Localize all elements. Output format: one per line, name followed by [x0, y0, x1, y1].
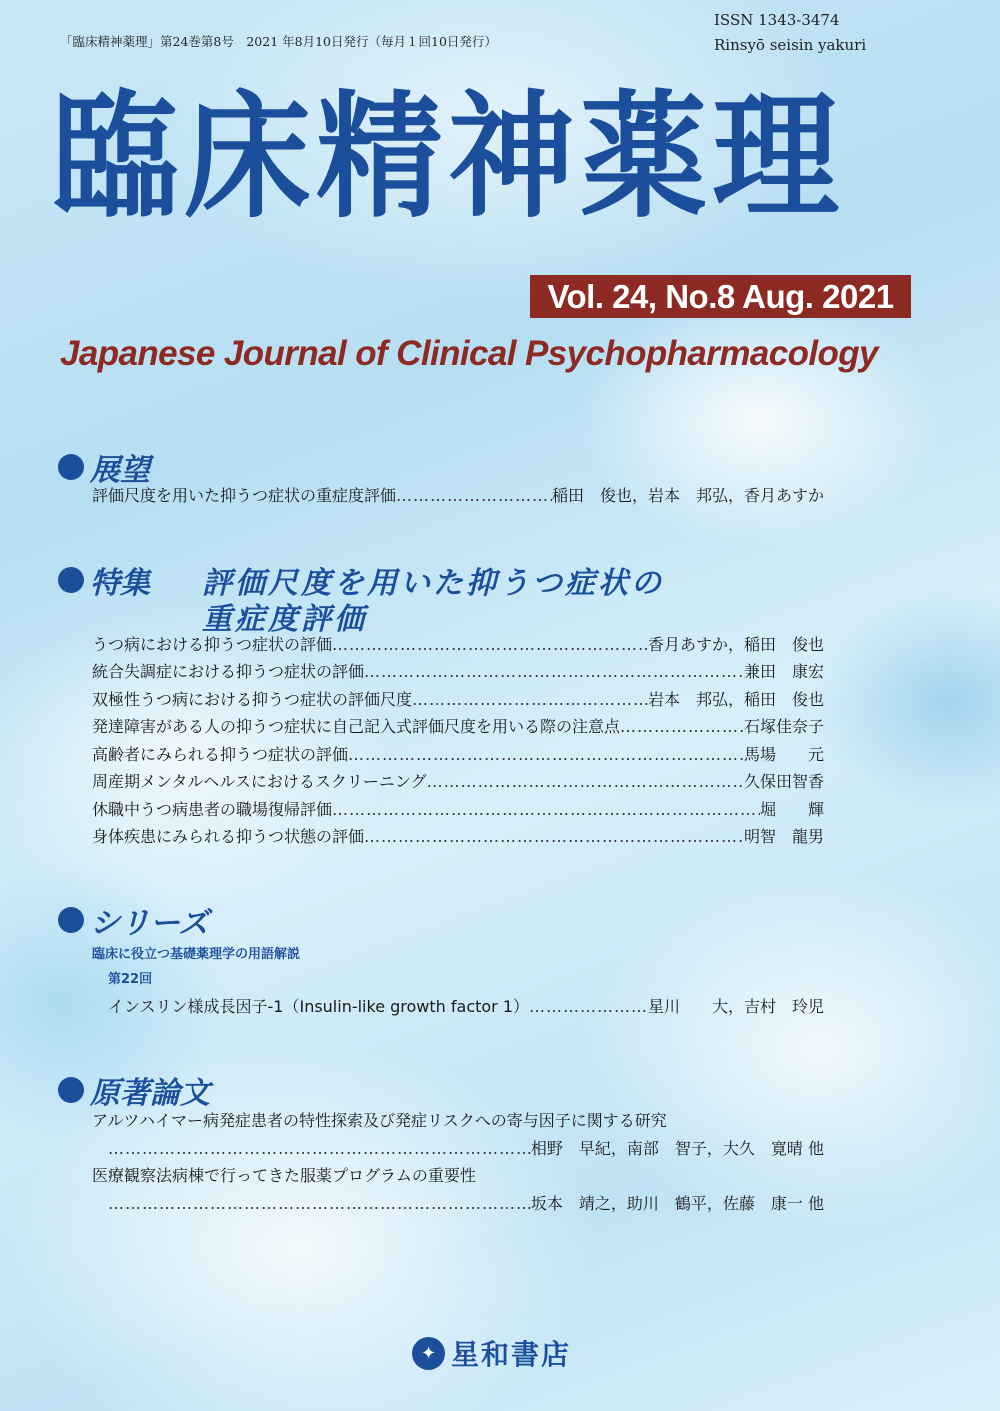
article-title: 評価尺度を用いた抑うつ症状の重症度評価: [92, 486, 397, 505]
publisher-logo-icon: ✦: [412, 1337, 445, 1370]
leader-dots: [427, 772, 744, 791]
bullet-icon: [58, 907, 84, 933]
leader-dots: [332, 800, 760, 819]
section-title: シリーズ: [90, 906, 209, 941]
toc-entry: [92, 769, 824, 793]
article-authors: 馬場 元: [743, 745, 824, 764]
leader-dots: [364, 827, 744, 846]
leader-dots: [108, 1139, 531, 1158]
article-authors: 相野 早紀，南部 智子，大久 寛晴 他: [530, 1139, 824, 1158]
article-title: 周産期メンタルヘルスにおけるスクリーニング: [92, 772, 427, 791]
journal-title: 臨床精神薬理: [52, 79, 845, 237]
toc-entry: [92, 824, 824, 848]
article-authors: 久保田智香: [743, 772, 824, 791]
leader-dots: [620, 717, 744, 736]
issue-info: 「臨床精神薬理」第24巻第8号 2021 年8月10日発行（毎月１回10日発行）: [60, 34, 497, 49]
article-title: 双極性うつ病における抑うつ症状の評価尺度: [92, 690, 413, 709]
toc-entry: [108, 1191, 824, 1215]
section-heading-original: [58, 1068, 210, 1112]
leader-dots: [332, 635, 648, 654]
feature-theme-line1: 評価尺度を用いた抑うつ症状の: [202, 566, 664, 601]
toc-entry: [108, 1136, 824, 1160]
section-heading-tokushu: [58, 558, 150, 602]
bullet-icon: [58, 1077, 84, 1103]
leader-dots: [529, 997, 648, 1016]
toc-entry: [108, 994, 824, 1018]
leader-dots: [108, 1194, 531, 1213]
article-title: 高齢者にみられる抑うつ症状の評価: [92, 745, 349, 764]
article-title: アルツハイマー病発症患者の特性探索及び発症リスクへの寄与因子に関する研究: [92, 1111, 667, 1130]
article-authors: 坂本 靖之，助川 鶴平，佐藤 康一 他: [530, 1194, 824, 1213]
english-title: Japanese Journal of Clinical Psychopharmacology: [60, 334, 878, 373]
leader-dots: [348, 745, 744, 764]
article-title: 休職中うつ病患者の職場復帰評価: [92, 800, 333, 819]
leader-dots: [412, 690, 648, 709]
article-title: インスリン様成長因子-1（Insulin-like growth factor 1）: [108, 997, 530, 1016]
bullet-icon: [58, 454, 84, 480]
toc-entry: [92, 483, 824, 507]
article-authors: 堀 輝: [759, 800, 824, 819]
bullet-icon: [58, 567, 84, 593]
toc-entry: [92, 714, 824, 738]
toc-entry: [92, 742, 824, 766]
publisher-name: 星和書店: [451, 1338, 572, 1371]
volume-badge: Vol. 24, No.8 Aug. 2021: [530, 275, 911, 318]
article-authors: 兼田 康宏: [743, 662, 824, 681]
article-title: 統合失調症における抑うつ症状の評価: [92, 662, 365, 681]
issn: ISSN 1343-3474: [714, 11, 840, 29]
article-title: 身体疾患にみられる抑うつ状態の評価: [92, 827, 365, 846]
section-title: 原著論文: [90, 1076, 210, 1111]
toc-entry: [92, 632, 824, 656]
article-authors: 岩本 邦弘，稲田 俊也: [647, 690, 824, 709]
section-title: 展望: [90, 453, 150, 488]
series-subtitle: 臨床に役立つ基礎薬理学の用語解説: [92, 947, 301, 962]
romanized-title: Rinsyō seisin yakuri: [714, 36, 867, 54]
article-authors: 稲田 俊也，岩本 邦弘，香月あすか: [551, 486, 824, 505]
article-title: うつ病における抑うつ症状の評価: [92, 635, 333, 654]
article-title: 発達障害がある人の抑うつ症状に自己記入式評価尺度を用いる際の注意点: [92, 717, 621, 736]
leader-dots: [364, 662, 744, 681]
section-title: 特集: [90, 566, 150, 601]
series-number: 第22回: [108, 972, 153, 987]
toc-entry: [92, 687, 824, 711]
article-authors: 星川 大，吉村 玲児: [647, 997, 824, 1016]
toc-entry: [92, 797, 824, 821]
article-authors: 香月あすか，稲田 俊也: [647, 635, 824, 654]
article-authors: 石塚佳奈子: [743, 717, 824, 736]
article-authors: 明智 龍男: [743, 827, 824, 846]
feature-theme-line2: 重症度評価: [202, 602, 367, 637]
leader-dots: [396, 486, 552, 505]
toc-entry: [92, 659, 824, 683]
publisher: [412, 1333, 571, 1373]
section-heading-series: [58, 898, 209, 942]
article-title: 医療観察法病棟で行ってきた服薬プログラムの重要性: [92, 1166, 476, 1185]
